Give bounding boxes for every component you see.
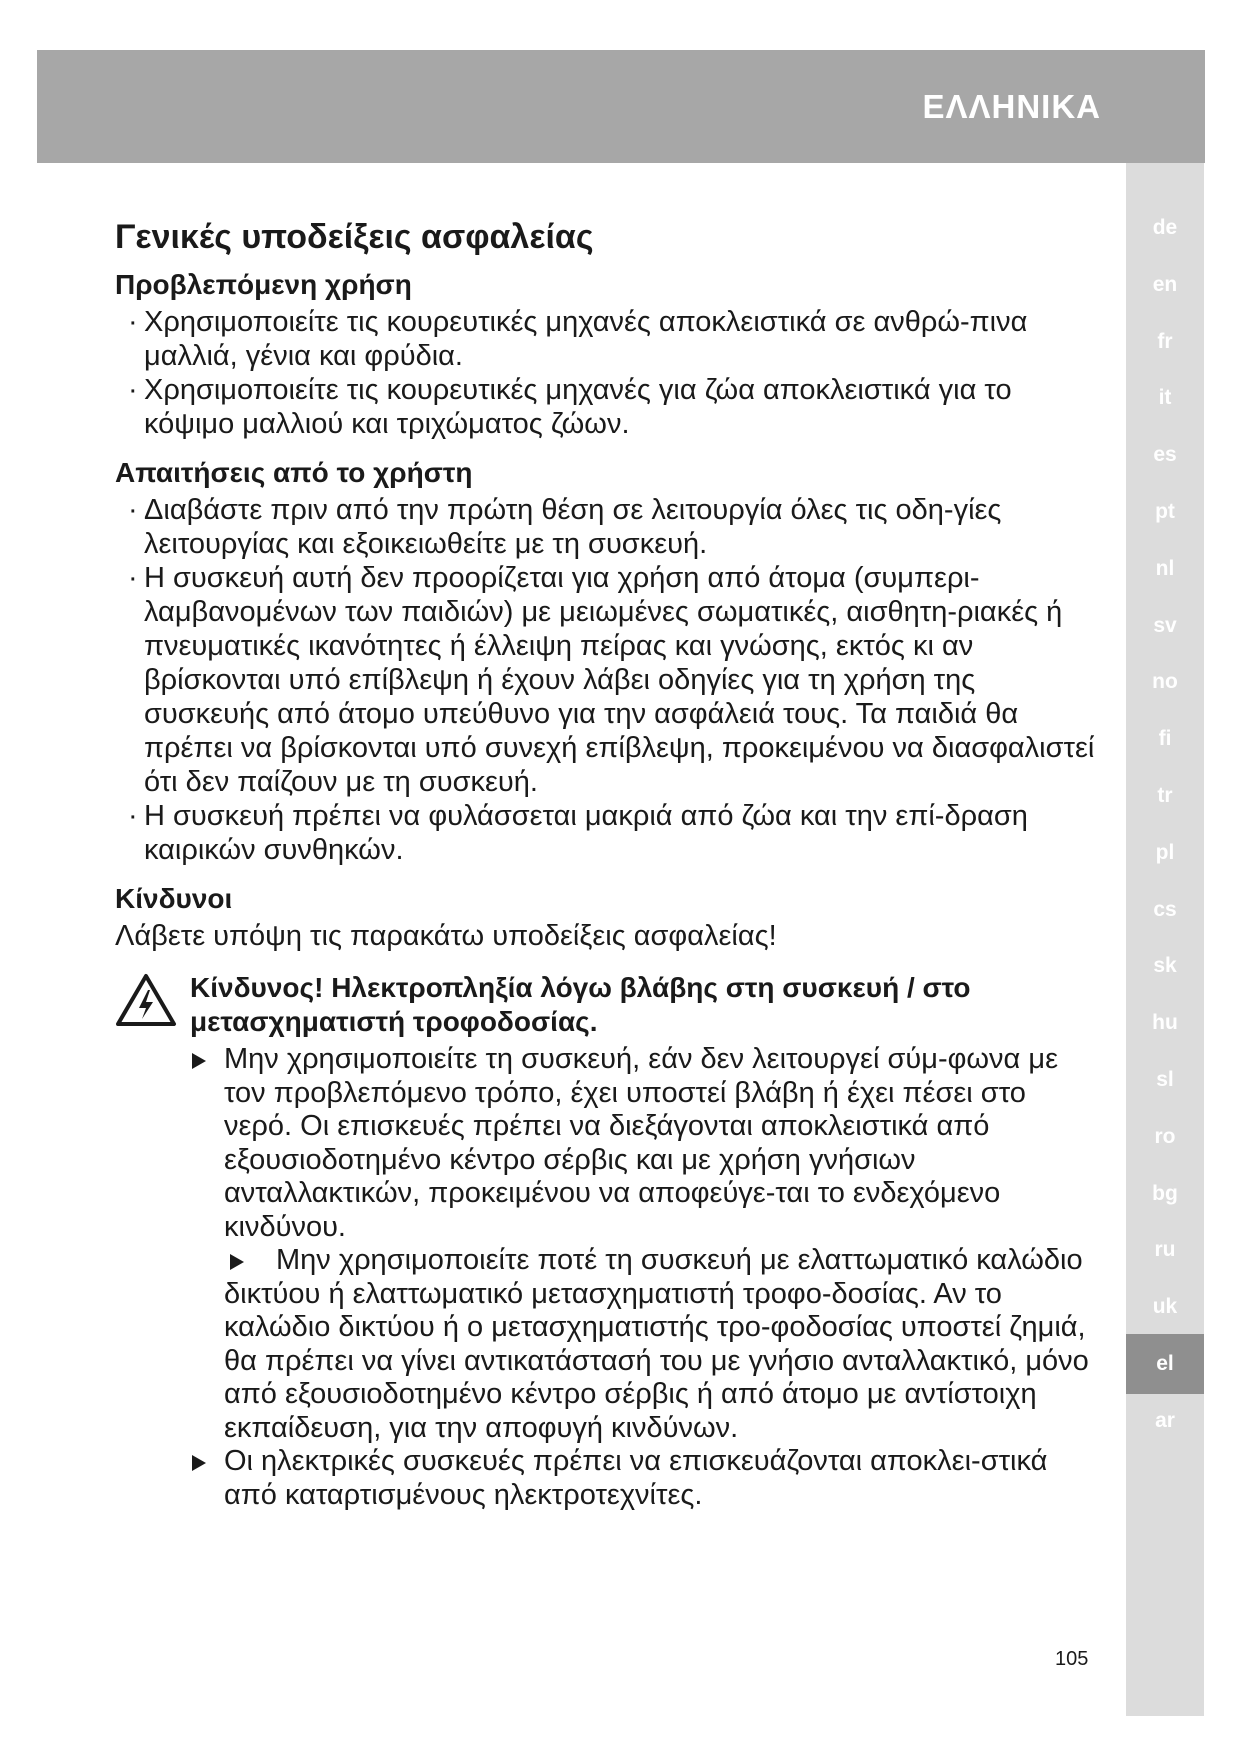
main-content [115, 215, 1100, 1512]
language-tab-sv[interactable]: sv [1153, 613, 1177, 637]
list-item: · Χρησιμοποιείτε τις κουρευτικές μηχανές για ζώα αποκλειστικά για το κόψιμο μαλλιού και τριχώματος ζώων. [115, 373, 1100, 441]
warning-title: Κίνδυνος! Ηλεκτροπληξία λόγω βλάβης στη συσκευή / στο μετασχηματιστή τροφοδοσίας. [190, 972, 971, 1037]
language-tab-en[interactable]: en [1152, 272, 1178, 296]
bullet-list [115, 305, 1100, 441]
arrow-bullet-icon [230, 1254, 244, 1270]
arrow-bullet-icon [192, 1455, 206, 1471]
section-hazards [115, 881, 1100, 1512]
language-title: ΕΛΛΗΝΙΚΑ [922, 88, 1101, 125]
warning-block [115, 971, 1100, 1512]
list-item: · Χρησιμοποιείτε τις κουρευτικές μηχανές αποκλειστικά σε ανθρώ-πινα μαλλιά, γένια και φρύδια. [115, 305, 1100, 373]
language-tab-tr[interactable]: tr [1157, 784, 1173, 807]
list-item-text: Οι ηλεκτρικές συσκευές πρέπει να επισκευάζονται αποκλει-στικά από καταρτισμένους ηλεκτροτεχνίτες. [224, 1445, 1048, 1511]
section-heading: Προβλεπόμενη χρήση [115, 269, 412, 300]
language-tab-ro[interactable]: ro [1154, 1124, 1176, 1148]
page-title: Γενικές υποδείξεις ασφαλείας [115, 218, 594, 256]
language-tab-sk[interactable]: sk [1153, 954, 1177, 978]
electric-shock-warning-icon [115, 973, 177, 1027]
language-tab-es[interactable]: es [1153, 443, 1177, 467]
section-intended-use [115, 267, 1100, 441]
language-tab-ru[interactable]: ru [1154, 1238, 1176, 1262]
language-tab-fr[interactable]: fr [1157, 329, 1173, 353]
list-item-head-text: Μην χρησιμοποιείτε ποτέ τη συσκευή με ελαττωματικό [276, 1244, 969, 1276]
list-item [190, 1445, 1100, 1512]
language-tab-pl[interactable]: pl [1155, 840, 1175, 864]
list-item-text: καλώδιο δικτύου ή ελαττωματικό μετασχηματιστή τροφο-δοσίας. Αν το καλώδιο δικτύου ή ο μετασχηματιστής τρο-φοδοσίας υποστεί ζημιά, θα πρέπει να γίνει αντικατάστασή του με γνήσιο ανταλλακτικό, μόνο από εξουσιοδοτημένο κέντρο σέρβις ή από άτομο με αντίστοιχη εκπαίδευση, για την αποφυγή κινδύνων. [224, 1244, 1089, 1444]
section-user-requirements [115, 455, 1100, 867]
language-tab-nl[interactable]: nl [1155, 556, 1175, 580]
language-tab-el[interactable]: el [1126, 1334, 1204, 1394]
language-tab-de[interactable]: de [1152, 216, 1178, 239]
list-item [190, 1043, 1100, 1244]
page-number: 105 [1055, 1648, 1089, 1670]
section-heading: Απαιτήσεις από το χρήστη [115, 457, 473, 488]
hazards-intro: Λάβετε υπόψη τις παρακάτω υποδείξεις ασφαλείας! [115, 920, 777, 952]
language-tab-hu[interactable]: hu [1152, 1011, 1178, 1035]
language-tab-no[interactable]: no [1152, 670, 1178, 694]
list-item-text: Μην χρησιμοποιείτε τη συσκευή, εάν δεν λειτουργεί σύμ-φωνα με τον προβλεπόμενο τρόπο, έχει υποστεί βλάβη ή έχει πέσει στο νερό. Οι επισκευές πρέπει να διεξάγονται αποκλειστικά από εξουσιοδοτημένο κέντρο σέρβις και με χρήση γνήσιων ανταλλακτικών, προκειμένου να αποφεύγε-ται το ενδεχόμενο κινδύνου. [224, 1043, 1059, 1243]
list-item: · Η συσκευή αυτή δεν προορίζεται για χρήση από άτομα (συμπερι-λαμβανομένων των παιδιών) με μειωμένες σωματικές, αισθητη-ριακές ή πνευματικές ικανότητες ή έλλειψη πείρας και γνώσης, εκτός κι αν βρίσκονται υπό επίβλεψη ή έχουν λάβει οδηγίες για τη χρήση της συσκευής από άτομο υπεύθυνο για την ασφάλειά τους. Τα παιδιά θα πρέπει να βρίσκονται υπό συνεχή επίβλεψη, προκειμένου να διασφαλιστεί ότι δεν παίζουν με τη συσκευή. [115, 561, 1100, 799]
language-tab-ar[interactable]: ar [1155, 1408, 1175, 1432]
language-tab-it[interactable]: it [1158, 386, 1172, 410]
language-tab-pt[interactable]: pt [1155, 500, 1175, 523]
list-item: · Διαβάστε πριν από την πρώτη θέση σε λειτουργία όλες τις οδη-γίες λειτουργίας και εξοικειωθείτε με τη συσκευή. [115, 493, 1100, 561]
language-tab-fi[interactable]: fi [1158, 727, 1172, 751]
language-tab-uk[interactable]: uk [1152, 1295, 1178, 1319]
language-sidebar [1126, 163, 1204, 1716]
instruction-list [190, 1043, 1100, 1512]
bullet-list [115, 493, 1100, 867]
list-item: · Η συσκευή πρέπει να φυλάσσεται μακριά από ζώα και την επί-δραση καιρικών συνθηκών. [115, 799, 1100, 867]
section-heading: Κίνδυνοι [115, 883, 233, 914]
language-tab-sl[interactable]: sl [1156, 1068, 1174, 1091]
language-tab-bg[interactable]: bg [1152, 1181, 1178, 1205]
language-tab-cs[interactable]: cs [1153, 897, 1177, 921]
arrow-bullet-icon [192, 1053, 206, 1069]
list-item [190, 1244, 1100, 1445]
list-item-head [224, 1244, 968, 1278]
